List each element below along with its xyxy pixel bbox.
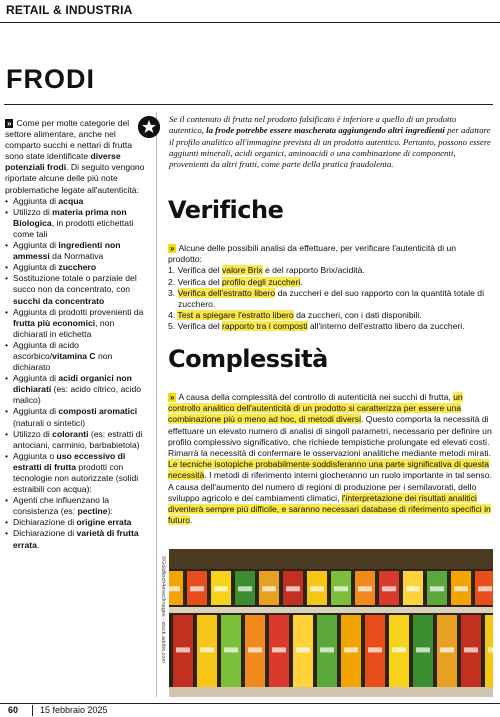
carton-label	[248, 647, 262, 652]
carton-label	[320, 647, 334, 652]
carton-label	[286, 586, 300, 591]
title-rule	[4, 104, 493, 105]
verifiche-heading: Verifiche	[168, 196, 284, 224]
carton-label	[478, 586, 492, 591]
carton-label	[368, 647, 382, 652]
page-number: 60	[8, 705, 19, 715]
star-icon	[138, 116, 160, 138]
carton-label	[310, 586, 324, 591]
carton-label	[200, 647, 214, 652]
carton-label	[272, 647, 286, 652]
carton-label	[214, 586, 228, 591]
fraud-list-item: • Aggiunta di prodotti provenienti da frutta più economici, non dichiarati in etichetta	[5, 307, 151, 340]
carton-label	[296, 647, 310, 652]
verifiche-list-item: 3. Verifica dell'estratto libero da zuccheri e del suo rapporto con la quantità totale di zucchero.	[168, 287, 484, 310]
carton-label	[488, 647, 493, 652]
fraud-list-item: • Dichiarazione di varietà di frutta errata.	[5, 528, 151, 550]
carton-label	[224, 647, 238, 652]
carton-label	[454, 586, 468, 591]
fraud-list-item: • Aggiunta di acidi organici non dichiarati (es: acido citrico, acido malico)	[5, 373, 151, 406]
complessita-heading: Complessità	[168, 345, 328, 373]
photo-credit: ©Goldfinch4ever/Images - stock.adobe.com	[160, 556, 166, 664]
page-title: FRODI	[6, 64, 95, 94]
carton-label	[334, 586, 348, 591]
fraud-list-item: • Aggiunta di composti aromatici (naturali o sintetici)	[5, 406, 151, 428]
fraud-list-column	[5, 118, 151, 551]
fraud-list-item: • Utilizzo di materia prima non Biologica, in prodotti etichettati come tali	[5, 207, 151, 240]
carton-label	[190, 586, 204, 591]
verifiche-intro: » Alcune delle possibili analisi da effettuare, per verificare l'autenticità di un prodotto:	[168, 243, 457, 265]
fraud-list-item: • Aggiunta di zucchero	[5, 262, 151, 273]
verifiche-list-item: 4. Test a spiegare l'estratto libero da zuccheri, con i dati disponibili.	[168, 310, 422, 321]
issue-date: 15 febbraio 2025	[40, 705, 108, 715]
verifiche-list-item: 5. Verifica del rapporto tra i composti all'interno dell'estratto libero da zuccheri.	[168, 321, 465, 332]
verifiche-list-item: 2. Verifica del profilo degli zuccheri.	[168, 276, 303, 287]
fraud-list	[5, 196, 151, 551]
double-chevron-icon: »	[7, 119, 12, 128]
carton-label	[464, 647, 478, 652]
juice-shelf-photo	[169, 549, 493, 697]
carton-label	[392, 647, 406, 652]
carton-label	[430, 586, 444, 591]
fraud-list-item: • Sostituzione totale o parziale del succo non da concentrato, con succhi da concentrato	[5, 273, 151, 306]
fraud-list-item: • Utilizzo di coloranti (es: estratti di antociani, carminio, barbabietola)	[5, 429, 151, 451]
section-label: RETAIL & INDUSTRIA	[6, 3, 133, 17]
double-chevron-icon: »	[170, 244, 175, 253]
left-intro: » Come per molte categorie del settore alimentare, anche nel comparto succhi e nettari di frutta sono state identificate diverse potenziali frodi. Di seguito vengono riportate alcune delle più note problematiche legate all'autenticità:	[5, 118, 145, 195]
fraud-list-item: • Aggiunta di ingredienti non ammessi da Normativa	[5, 240, 151, 262]
carton-label	[169, 586, 180, 591]
footer-rule	[0, 703, 500, 704]
verifiche-list	[168, 265, 492, 332]
carton-label	[406, 586, 420, 591]
verifiche-section	[168, 243, 492, 333]
complessita-paragraph: » A causa della complessità del controllo di autenticità nei succhi di frutta, un controllo analitico dell'autenticità di un prodotto si caratterizza per essere una combinazione più o meno ad hoc, di metodi diversi. Questo comporta la necessità di effettuare un elevato numero di analisi di singoli parametri, necessario per definire un profilo complessivo significativo, che richiede tempistiche prolungate ed elevati costi. Rimarrà la necessità di confermare le osservazioni analitiche mediante metodi mirati. Le tecniche isotopiche probabilmente soddisferanno una parte significativa di questa necessità. I metodi di riferimento interni giocheranno un ruolo importante in tal senso. A causa dell'aumento del numero di regioni di produzione per i semilavorati, dello sviluppo agricolo e dei cambiamenti climatici, l'interpretazione dei risultati analitici diventerà sempre più difficile, e saranno necessari database di riferimento specifici in futuro.	[168, 392, 492, 526]
carton-label	[262, 586, 276, 591]
fraud-list-item: • Dichiarazione di origine errata	[5, 517, 151, 528]
footer-separator	[32, 705, 33, 716]
double-chevron-icon: »	[170, 393, 175, 402]
carton-label	[382, 586, 396, 591]
carton-label	[358, 586, 372, 591]
carton-label	[238, 586, 252, 591]
fraud-list-item: • Aggiunta di acqua	[5, 196, 151, 207]
carton-label	[440, 647, 454, 652]
carton-label	[416, 647, 430, 652]
verifiche-list-item: 1. Verifica del valore Brix e del rapporto Brix/acidità.	[168, 265, 365, 276]
header-rule	[0, 22, 500, 23]
carton-label	[176, 647, 190, 652]
fraud-list-item: • Aggiunta o uso eccessivo di estratti di frutta prodotti con tecnologie non autorizzate (solidi estraibili con acqua):	[5, 451, 151, 495]
fraud-list-item: • Agenti che influenzano la consistenza (es: pectine):	[5, 495, 151, 517]
fraud-list-item: • Aggiunta di acido ascorbico/vitamina C non dichiarato	[5, 340, 151, 373]
carton-label	[344, 647, 358, 652]
intro-paragraph: Se il contenuto di frutta nel prodotto falsificato è inferiore a quello di un prodotto autentico, la frode potrebbe essere mascherata aggiungendo altri ingredienti per adattare il profilo analitico all'immagine prevista di un prodotto autentico. Pertanto, possono essere aggiunti minerali, acidi organici, aminoacidi o una combinazione di componenti, provenienti da altri frutti, come parte della pratica fraudolenta.	[169, 114, 491, 170]
